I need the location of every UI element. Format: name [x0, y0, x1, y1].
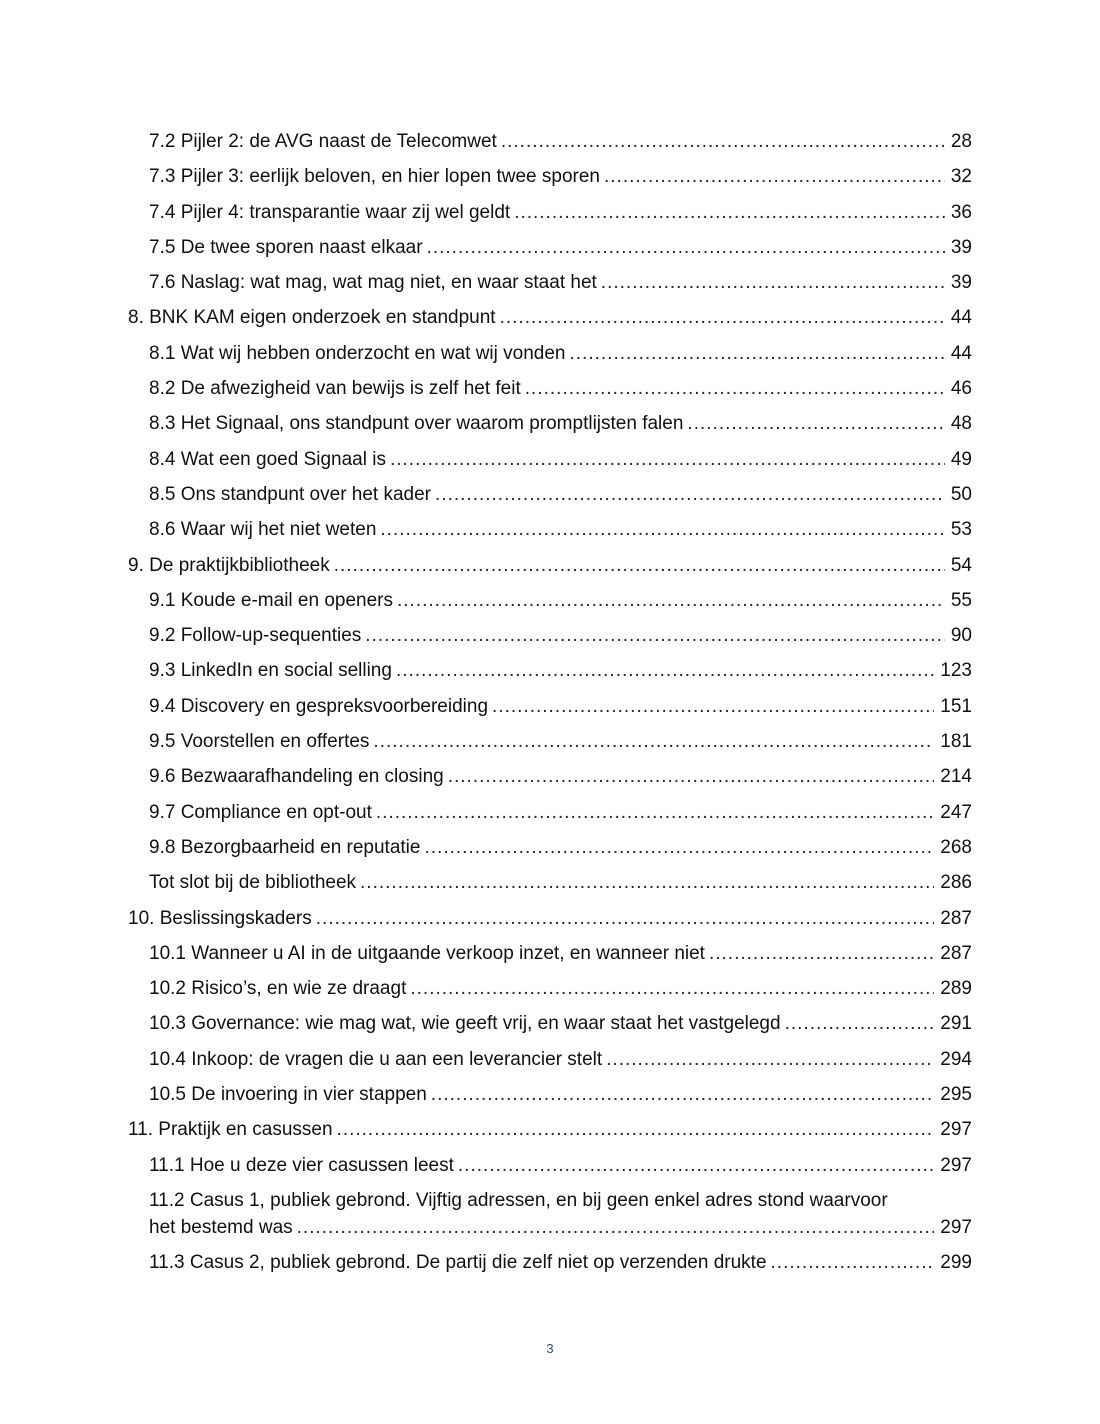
dot-leader	[396, 653, 934, 688]
toc-entry-page: 247	[940, 801, 972, 823]
toc-entry-title: 7.3 Pijler 3: eerlijk beloven, en hier lopen twee sporen	[149, 166, 600, 188]
toc-entry[interactable]	[128, 548, 972, 583]
toc-entry-title: 7.5 De twee sporen naast elkaar	[149, 236, 423, 258]
dot-leader	[390, 442, 945, 477]
dot-leader	[365, 618, 945, 653]
toc-entry-page: 48	[950, 413, 972, 435]
toc-entry-title: 10.2 Risico’s, en wie ze draagt	[149, 978, 407, 1000]
toc-entry-title: 10. Beslissingskaders	[128, 907, 312, 929]
toc-entry-page: 50	[950, 483, 972, 505]
toc-entry-page: 297	[940, 1119, 972, 1141]
toc-entry-title: 9.4 Discovery en gespreksvoorbereiding	[149, 695, 489, 717]
toc-entry-page: 49	[950, 448, 972, 470]
toc-entry-title: 8.4 Wat een goed Signaal is	[149, 448, 386, 470]
table-of-contents	[128, 124, 972, 1280]
toc-entry-title: 11.2 Casus 1, publiek gebrond. Vijftig adressen, en bij geen enkel adres stond waarvoor	[149, 1189, 888, 1211]
dot-leader	[373, 724, 934, 759]
toc-entry-title: 8.3 Het Signaal, ons standpunt over waarom promptlijsten falen	[149, 413, 684, 435]
toc-entry-title: 8.6 Waar wij het niet weten	[149, 519, 377, 541]
toc-entry-page: 53	[950, 519, 972, 541]
toc-entry-title: 9.1 Koude e-mail en openers	[149, 589, 393, 611]
toc-entry-page: 295	[940, 1084, 972, 1106]
toc-entry-title: Tot slot bij de bibliotheek	[149, 872, 357, 894]
dot-leader	[337, 1112, 935, 1147]
toc-entry[interactable]	[128, 583, 972, 618]
toc-entry-page: 181	[940, 731, 972, 753]
toc-entry-page: 39	[950, 272, 972, 294]
dot-leader	[601, 265, 945, 300]
toc-entry-page: 46	[950, 378, 972, 400]
dot-leader	[316, 901, 935, 936]
toc-entry[interactable]	[128, 1148, 972, 1183]
dot-leader	[380, 512, 944, 547]
toc-entry-page: 28	[950, 131, 972, 152]
toc-entry[interactable]	[128, 265, 972, 300]
toc-entry[interactable]	[128, 1077, 972, 1112]
toc-entry[interactable]	[128, 512, 972, 547]
dot-leader	[435, 477, 945, 512]
toc-entry[interactable]	[128, 1245, 972, 1280]
toc-entry[interactable]	[128, 1006, 972, 1041]
toc-entry[interactable]	[128, 124, 972, 159]
dot-leader	[424, 830, 934, 865]
dot-leader	[410, 971, 934, 1006]
dot-leader	[360, 865, 934, 900]
toc-entry[interactable]	[128, 971, 972, 1006]
toc-entry[interactable]	[128, 477, 972, 512]
dot-leader	[500, 300, 945, 335]
toc-entry[interactable]	[128, 618, 972, 653]
toc-entry-page: 287	[940, 942, 972, 964]
toc-entry-title: 9.8 Bezorgbaarheid en reputatie	[149, 836, 421, 858]
toc-entry[interactable]	[128, 865, 972, 900]
toc-entry-page: 286	[940, 872, 972, 894]
toc-entry[interactable]	[128, 406, 972, 441]
toc-entry-title: 8.5 Ons standpunt over het kader	[149, 483, 432, 505]
toc-entry[interactable]	[128, 336, 972, 371]
toc-entry[interactable]	[128, 689, 972, 724]
toc-entry-page: 123	[940, 660, 972, 682]
dot-leader	[785, 1006, 935, 1041]
dot-leader	[514, 195, 945, 230]
toc-entry-page: 268	[940, 836, 972, 858]
toc-entry[interactable]	[128, 159, 972, 194]
dot-leader	[458, 1148, 934, 1183]
dot-leader	[334, 548, 945, 583]
dot-leader	[431, 1077, 935, 1112]
toc-entry-title: 8.1 Wat wij hebben onderzocht en wat wij vonden	[149, 342, 566, 364]
toc-entry-page: 44	[950, 307, 972, 329]
toc-entry-title: 10.4 Inkoop: de vragen die u aan een leverancier stelt	[149, 1048, 603, 1070]
toc-entry-page: 287	[940, 907, 972, 929]
dot-leader	[604, 159, 945, 194]
toc-entry-page: 55	[950, 589, 972, 611]
toc-entry-page: 44	[950, 342, 972, 364]
toc-entry[interactable]	[128, 1112, 972, 1147]
dot-leader	[448, 759, 935, 794]
toc-entry-title: 8. BNK KAM eigen onderzoek en standpunt	[128, 307, 496, 329]
dot-leader	[376, 795, 934, 830]
toc-entry[interactable]	[128, 830, 972, 865]
toc-entry-page: 151	[940, 695, 972, 717]
dot-leader	[525, 371, 945, 406]
toc-entry-page: 297	[940, 1154, 972, 1176]
toc-entry[interactable]	[128, 442, 972, 477]
toc-entry-title: 9.6 Bezwaarafhandeling en closing	[149, 766, 444, 788]
toc-entry-line	[149, 1214, 972, 1245]
toc-entry-page: 32	[950, 166, 972, 188]
dot-leader	[606, 1042, 934, 1077]
toc-entry-page: 39	[950, 236, 972, 258]
toc-entry[interactable]	[128, 230, 972, 265]
toc-entry-page: 90	[950, 625, 972, 647]
dot-leader	[687, 406, 944, 441]
toc-entry[interactable]	[128, 724, 972, 759]
toc-entry-title: 9. De praktijkbibliotheek	[128, 554, 330, 576]
toc-entry-page: 214	[940, 766, 972, 788]
dot-leader	[501, 124, 945, 159]
toc-entry-title: 9.5 Voorstellen en offertes	[149, 731, 370, 753]
toc-entry-title: 9.2 Follow-up-sequenties	[149, 625, 362, 647]
dot-leader	[492, 689, 934, 724]
toc-entry-title: 10.3 Governance: wie mag wat, wie geeft vrij, en waar staat het vastgelegd	[149, 1013, 781, 1035]
dot-leader	[771, 1245, 935, 1280]
toc-entry[interactable]	[128, 1042, 972, 1077]
toc-entry[interactable]	[128, 300, 972, 335]
toc-entry-title: 9.7 Compliance en opt-out	[149, 801, 372, 823]
toc-entry-title: 7.2 Pijler 2: de AVG naast de Telecomwet	[149, 131, 497, 152]
toc-entry-title: 8.2 De afwezigheid van bewijs is zelf het feit	[149, 378, 521, 400]
toc-entry-title: 7.4 Pijler 4: transparantie waar zij wel geldt	[149, 201, 511, 223]
toc-entry-title: 11.3 Casus 2, publiek gebrond. De partij die zelf niet op verzenden drukte	[149, 1251, 767, 1273]
toc-entry[interactable]	[128, 1183, 972, 1245]
toc-entry-page: 297	[940, 1216, 972, 1238]
dot-leader	[297, 1214, 935, 1241]
toc-entry-title: 11.1 Hoe u deze vier casussen leest	[149, 1154, 454, 1176]
toc-entry-title: 10.5 De invoering in vier stappen	[149, 1084, 427, 1106]
toc-entry-title: 10.1 Wanneer u AI in de uitgaande verkoop inzet, en wanneer niet	[149, 942, 705, 964]
dot-leader	[709, 936, 934, 971]
toc-entry[interactable]	[128, 795, 972, 830]
toc-entry[interactable]	[128, 901, 972, 936]
toc-entry-title-continuation: het bestemd was	[149, 1216, 293, 1238]
toc-entry-page: 36	[950, 201, 972, 223]
toc-entry[interactable]	[128, 653, 972, 688]
toc-entry-title: 9.3 LinkedIn en social selling	[149, 660, 392, 682]
toc-entry-page: 54	[950, 554, 972, 576]
page-number: 3	[546, 1341, 554, 1356]
toc-entry-title: 7.6 Naslag: wat mag, wat mag niet, en waar staat het	[149, 272, 597, 294]
toc-entry-page: 299	[940, 1251, 972, 1273]
toc-entry[interactable]	[128, 936, 972, 971]
dot-leader	[570, 336, 945, 371]
toc-entry-page: 289	[940, 978, 972, 1000]
toc-entry[interactable]	[128, 759, 972, 794]
dot-leader	[397, 583, 945, 618]
toc-entry-page: 294	[940, 1048, 972, 1070]
dot-leader	[427, 230, 945, 265]
toc-entry-page: 291	[940, 1013, 972, 1035]
toc-entry[interactable]	[128, 371, 972, 406]
toc-entry[interactable]	[128, 195, 972, 230]
toc-entry-title: 11. Praktijk en casussen	[128, 1119, 333, 1141]
